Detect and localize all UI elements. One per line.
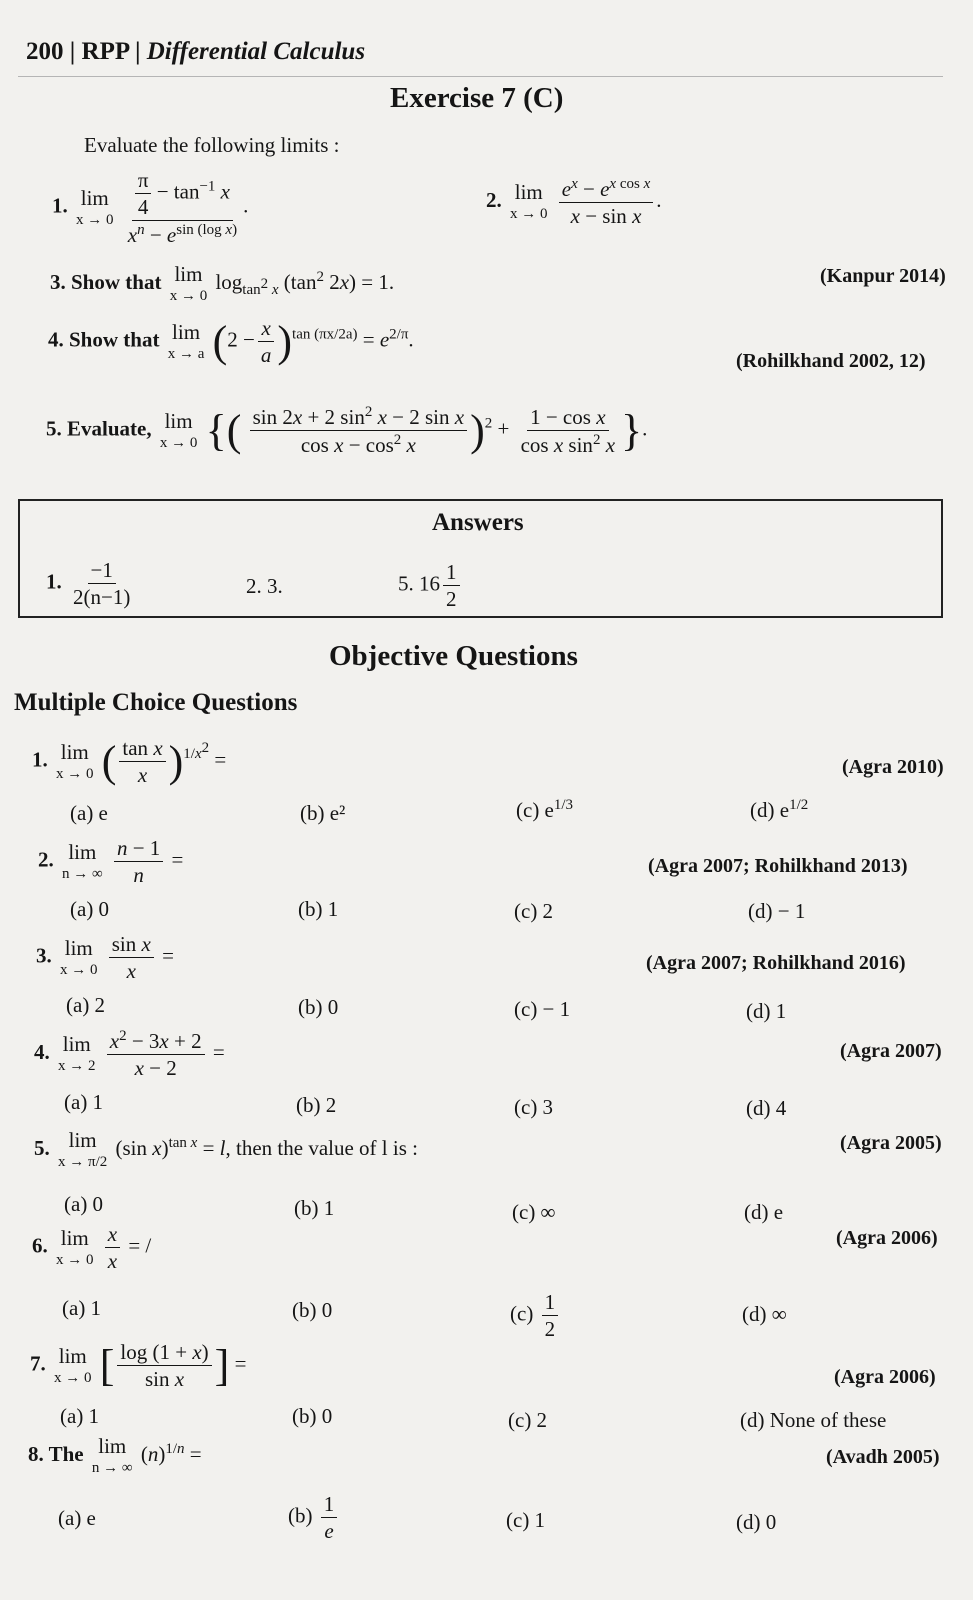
exercise-question-4: 4. Show that lim x → a (2 − $\frac{x}{a}$ )$^{tan (\pi x/2a)} = e^{2/\pi}$. — [48, 316, 414, 368]
mcq-2-option-a: (a) 0 — [70, 897, 110, 921]
mcq-5-option-c: (c) ∞ — [512, 1200, 556, 1224]
mcq-1-option-a: (a) e — [70, 801, 108, 825]
book-name: RPP — [81, 38, 129, 65]
exercise-q4-ref: (Rohilkhand 2002, 12) — [736, 350, 926, 372]
mcq-6-option-b: (b) 0 — [292, 1298, 333, 1322]
exercise-question-5: 5. Evaluate, lim x → 0 {( $\frac{\sin 2x + 2 \sin^2 x - 2 \sin x}{\cos x - \cos^2 x}$ )$^2$ + $\frac{\text{1 − cos x}}{\cos x \sin^2 x}$ }. — [46, 404, 648, 458]
mcq-4-option-c: (c) 3 — [514, 1095, 554, 1119]
mcq-5-ref: (Agra 2005) — [840, 1132, 942, 1154]
mcq-2-option-d: (d) − 1 — [748, 899, 806, 923]
page-number: 200 — [26, 38, 64, 65]
exercise-instruction: Evaluate the following limits : — [84, 133, 340, 157]
mcq-2-ref: (Agra 2007; Rohilkhand 2013) — [648, 855, 908, 877]
mcq-1-ref: (Agra 2010) — [842, 756, 944, 778]
mcq-3-option-a: (a) 2 — [66, 993, 106, 1017]
mcq-question-5: 5. lim x → π/2 (sin x)$^{tan x}$ = l, then the value of l is : — [34, 1128, 418, 1170]
answer-5: 5. 16 $\frac{1}{2}$ — [398, 560, 463, 611]
answer-1: 1. $\frac{-1}{2(n-1)}$ — [46, 558, 131, 610]
mcq-1-option-d: (d) $e^{1/2}$ — [750, 797, 809, 822]
mcq-3-option-b: (b) 0 — [298, 995, 339, 1019]
mcq-question-6: 6. lim x → 0 $\frac{x}{x}$ = / — [32, 1222, 152, 1274]
mcq-question-2: 2. lim n → ∞ $\frac{n - 1}{n}$ = — [38, 836, 184, 888]
mcq-4-ref: (Agra 2007) — [840, 1040, 942, 1062]
subject-title: Differential Calculus — [146, 38, 366, 65]
mcq-8-option-b: (b) $\frac{1}{e}$ — [288, 1492, 340, 1543]
mcq-2-option-c: (c) 2 — [514, 899, 554, 923]
mcq-8-option-d: (d) 0 — [736, 1510, 777, 1534]
exercise-title: Exercise 7 (C) — [390, 82, 564, 114]
mcq-7-option-c: (c) 2 — [508, 1408, 548, 1432]
objective-title: Objective Questions — [329, 640, 578, 672]
mcq-1-option-c: (c) $e^{1/3}$ — [516, 797, 574, 822]
exercise-question-1: 1. lim x → 0 $\frac{\pi}{4}$ − $\tan^{-1} x$ $x^n - e^{sin (log x)}$ . — [52, 168, 249, 248]
mcq-question-4: 4. lim x → 2 $\frac{x^2 - 3x + 2}{x - 2}$ = — [34, 1028, 225, 1081]
mcq-7-option-b: (b) 0 — [292, 1404, 333, 1428]
mcq-question-8: 8. The lim n → ∞ $(n)^{1/n}$ = — [28, 1434, 202, 1476]
mcq-6-option-c: (c) $\frac{1}{2}$ — [510, 1290, 561, 1341]
mcq-3-option-d: (d) 1 — [746, 999, 787, 1023]
answers-title: Answers — [432, 509, 524, 536]
mcq-5-option-d: (d) e — [744, 1200, 784, 1224]
mcq-4-option-d: (d) 4 — [746, 1096, 787, 1120]
mcq-question-7: 7. lim x → 0 [ $\frac{\log (1 + x)}{\text{sin x}}$ ] = — [30, 1340, 247, 1392]
answer-2-3: 2. 3. — [246, 574, 283, 598]
mcq-6-option-a: (a) 1 — [62, 1296, 102, 1320]
mcq-6-option-d: (d) ∞ — [742, 1302, 787, 1326]
mcq-4-option-a: (a) 1 — [64, 1090, 104, 1114]
mcq-question-1: 1. lim x → 0 ( $\frac{\text{tan x}}{x}$ )$^{1/x^2}$ = — [32, 736, 227, 788]
mcq-title: Multiple Choice Questions — [14, 689, 298, 716]
page-header: 200 | RPP | Differential Calculus — [26, 38, 366, 65]
mcq-7-ref: (Agra 2006) — [834, 1366, 936, 1388]
mcq-4-option-b: (b) 2 — [296, 1093, 337, 1117]
exercise-question-3: 3. Show that lim x → 0 $\log_{tan^2 x} (\tan^2$ 2x) = 1. — [50, 262, 395, 304]
header-rule — [18, 76, 943, 77]
mcq-5-option-a: (a) 0 — [64, 1192, 104, 1216]
mcq-8-option-c: (c) 1 — [506, 1508, 546, 1532]
mcq-8-ref: (Avadh 2005) — [826, 1446, 940, 1468]
mcq-6-ref: (Agra 2006) — [836, 1227, 938, 1249]
mcq-1-option-b: (b) e² — [300, 801, 346, 825]
mcq-5-option-b: (b) 1 — [294, 1196, 335, 1220]
mcq-question-3: 3. lim x → 0 $\frac{\text{sin x}}{x}$ = — [36, 932, 174, 984]
mcq-2-option-b: (b) 1 — [298, 897, 339, 921]
exercise-question-2: 2. lim x → 0 $\frac{e^x - e^{x cos x}}{\text{x − sin x}}$ . — [486, 176, 662, 229]
mcq-7-option-a: (a) 1 — [60, 1404, 100, 1428]
mcq-3-ref: (Agra 2007; Rohilkhand 2016) — [646, 952, 906, 974]
mcq-3-option-c: (c) − 1 — [514, 997, 571, 1021]
mcq-8-option-a: (a) e — [58, 1506, 96, 1530]
exercise-q3-ref: (Kanpur 2014) — [820, 265, 946, 287]
mcq-7-option-d: (d) None of these — [740, 1408, 887, 1432]
